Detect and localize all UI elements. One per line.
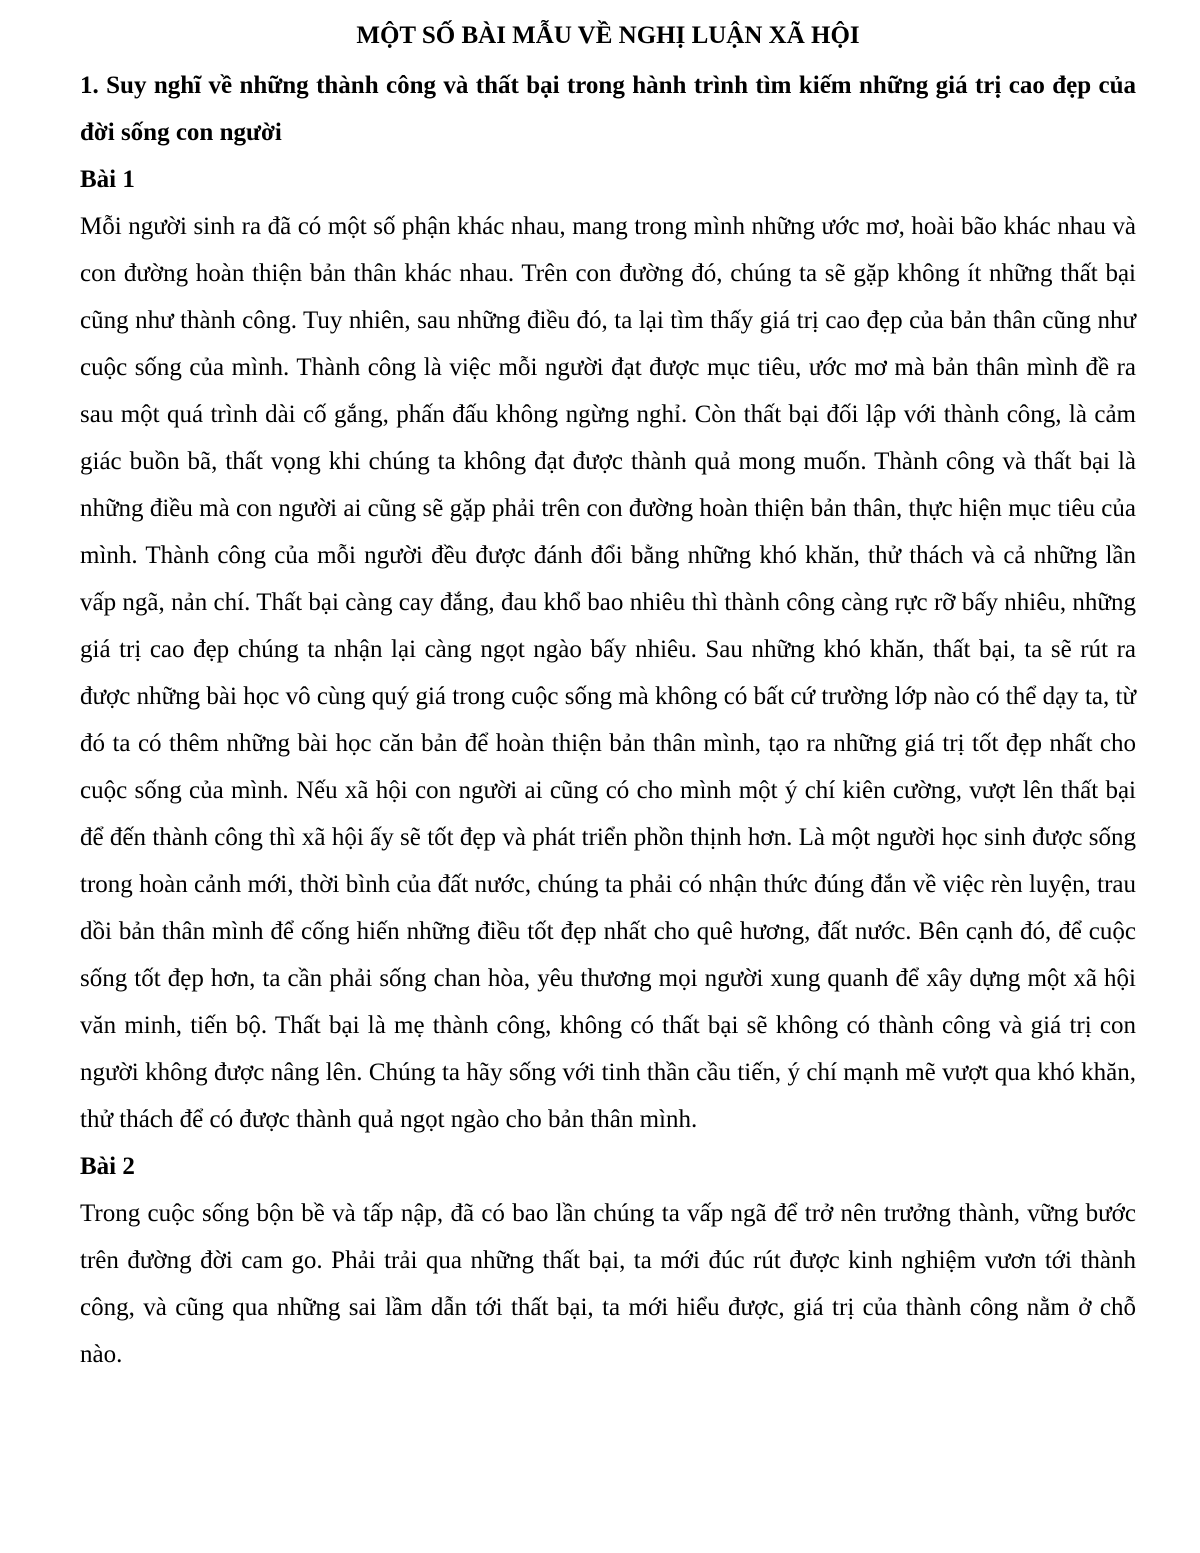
- essay-2-body: Trong cuộc sống bộn bề và tấp nập, đã có bao lần chúng ta vấp ngã để trở nên trưởng thành, vững bước trên đường đời cam go. Phải trải qua những thất bại, ta mới đúc rút được kinh nghiệm vươn tới thành công, và cũng qua những sai lầm dẫn tới thất bại, ta mới hiểu được, giá trị của thành công nằm ở chỗ nào.: [80, 1200, 1136, 1368]
- section-heading: 1. Suy nghĩ về những thành công và thất bại trong hành trình tìm kiếm những giá trị cao đẹp của đời sống con người: [80, 72, 1136, 146]
- essay-1-body: Mỗi người sinh ra đã có một số phận khác nhau, mang trong mình những ước mơ, hoài bão khác nhau và con đường hoàn thiện bản thân khác nhau. Trên con đường đó, chúng ta sẽ gặp không ít những thất bại cũng như thành công. Tuy nhiên, sau những điều đó, ta lại tìm thấy giá trị cao đẹp của bản thân cũng như cuộc sống của mình. Thành công là việc mỗi người đạt được mục tiêu, ước mơ mà bản thân mình đề ra sau một quá trình dài cố gắng, phấn đấu không ngừng nghỉ. Còn thất bại đối lập với thành công, là cảm giác buồn bã, thất vọng khi chúng ta không đạt được thành quả mong muốn. Thành công và thất bại là những điều mà con người ai cũng sẽ gặp phải trên con đường hoàn thiện bản thân, thực hiện mục tiêu của mình. Thành công của mỗi người đều được đánh đổi bằng những khó khăn, thử thách và cả những lần vấp ngã, nản chí. Thất bại càng cay đắng, đau khổ bao nhiêu thì thành công càng rực rỡ bấy nhiêu, những giá trị cao đẹp chúng ta nhận lại càng ngọt ngào bấy nhiêu. Sau những khó khăn, thất bại, ta sẽ rút ra được những bài học vô cùng quý giá trong cuộc sống mà không có bất cứ trường lớp nào có thể dạy ta, từ đó ta có thêm những bài học căn bản để hoàn thiện bản thân mình, tạo ra những giá trị tốt đẹp nhất cho cuộc sống của mình. Nếu xã hội con người ai cũng có cho mình một ý chí kiên cường, vượt lên thất bại để đến thành công thì xã hội ấy sẽ tốt đẹp và phát triển phồn thịnh hơn. Là một người học sinh được sống trong hoàn cảnh mới, thời bình của đất nước, chúng ta phải có nhận thức đúng đắn về việc rèn luyện, trau dồi bản thân mình để cống hiến những điều tốt đẹp nhất cho quê hương, đất nước. Bên cạnh đó, để cuộc sống tốt đẹp hơn, ta cần phải sống chan hòa, yêu thương mọi người xung quanh để xây dựng một xã hội văn minh, tiến bộ. Thất bại là mẹ thành công, không có thất bại sẽ không có thành công và giá trị con người không được nâng lên. Chúng ta hãy sống với tinh thần cầu tiến, ý chí mạnh mẽ vượt qua khó khăn, thử thách để có được thành quả ngọt ngào cho bản thân mình.: [80, 213, 1136, 1133]
- document-title: MỘT SỐ BÀI MẪU VỀ NGHỊ LUẬN XÃ HỘI: [356, 22, 860, 49]
- essay-1-label: Bài 1: [80, 166, 135, 193]
- essay-2-label: Bài 2: [80, 1153, 135, 1180]
- document-page: [80, 18, 1136, 1378]
